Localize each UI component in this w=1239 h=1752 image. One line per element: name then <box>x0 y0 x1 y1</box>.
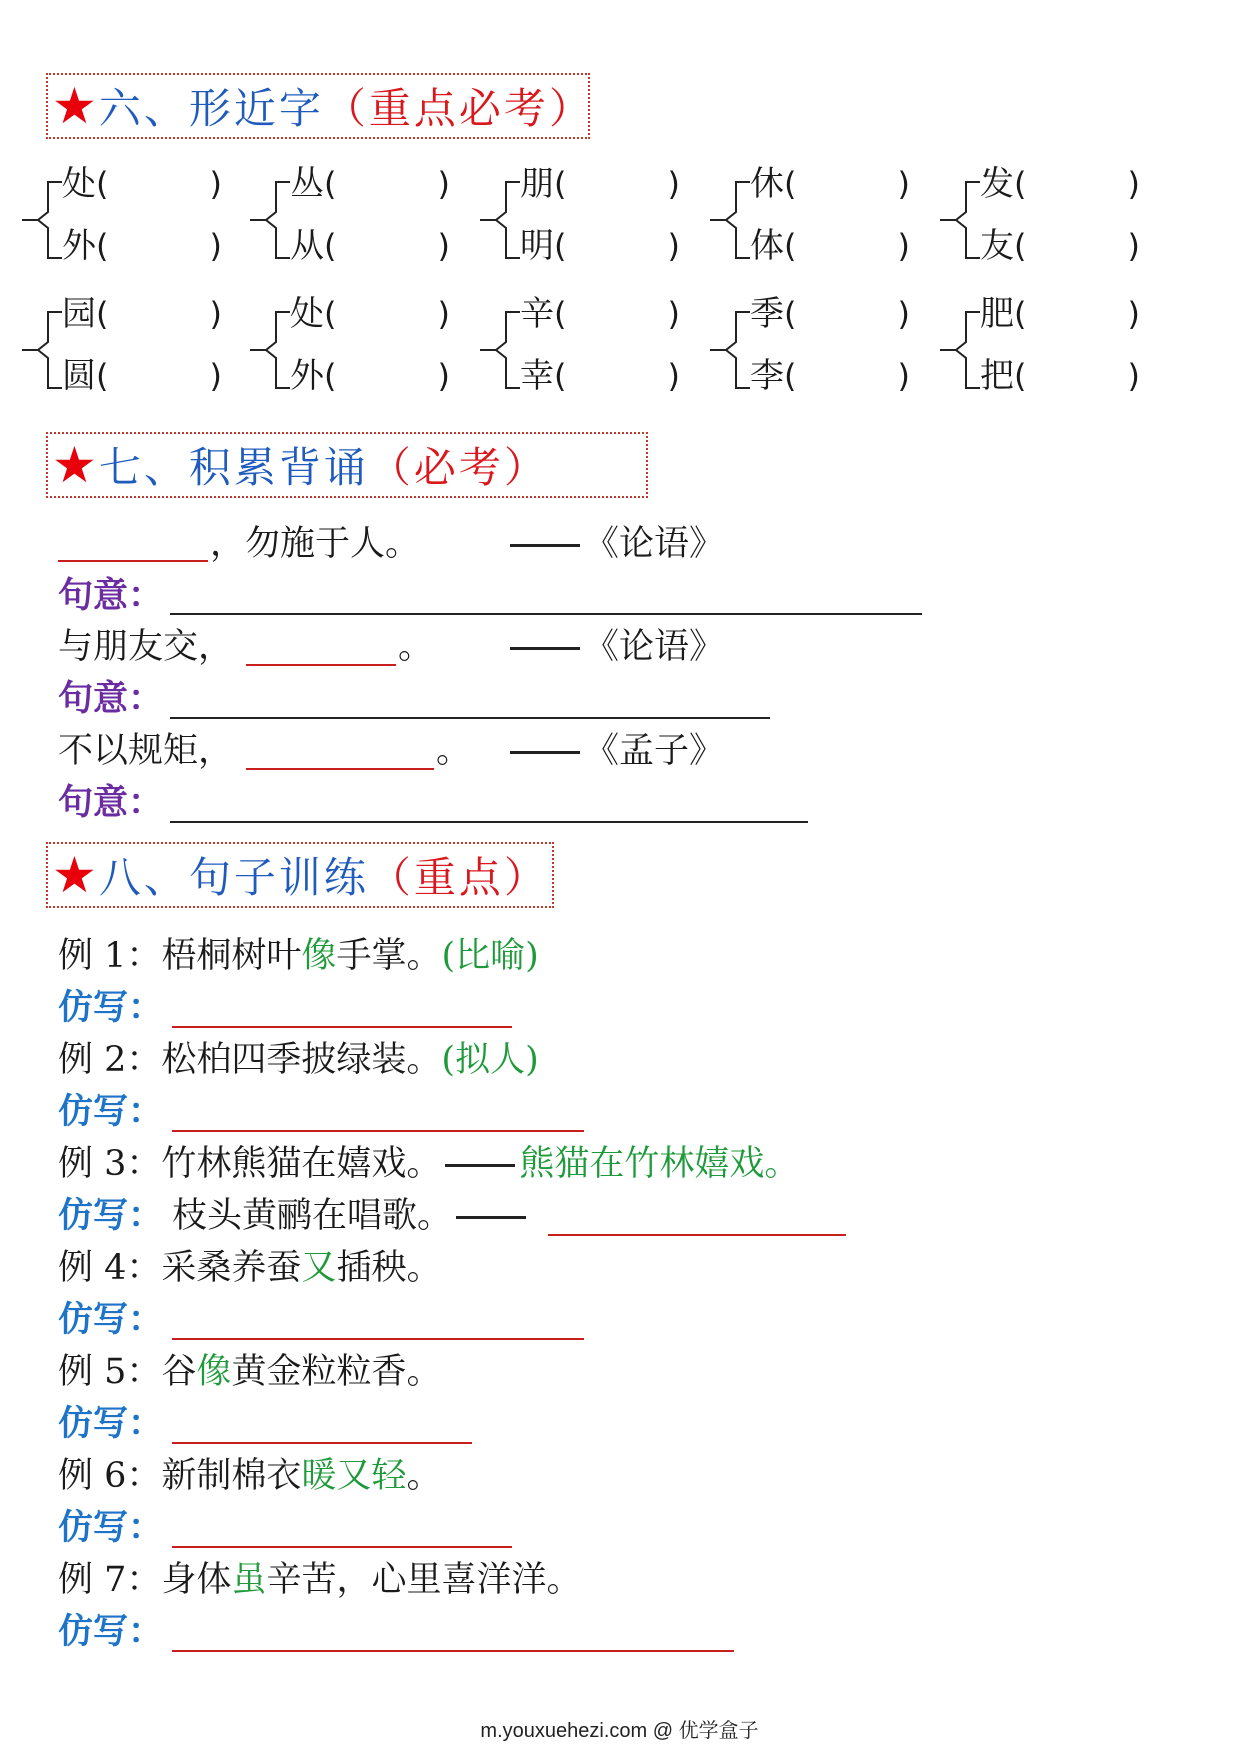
char-row-bottom[interactable] <box>520 224 680 268</box>
char-pair <box>478 160 678 280</box>
meaning-label-3: 句意： <box>58 782 164 823</box>
example-line-4 <box>58 1244 441 1292</box>
char-row-bottom[interactable] <box>750 354 910 398</box>
example-text: 手掌。 <box>336 936 442 976</box>
section6-tag: （重点必考） <box>323 84 594 133</box>
recite-source-3 <box>506 727 724 775</box>
close-paren: ) <box>897 357 910 395</box>
meaning-label-2: 句意： <box>58 678 164 719</box>
example-label: 例 7： <box>58 1560 162 1600</box>
imitate-label-2: 仿写： <box>58 1091 164 1132</box>
char-row-bottom[interactable] <box>62 354 222 398</box>
footer-credit: m.youxuehezi.com @ 优学盒子 <box>480 1720 759 1742</box>
close-paren: ) <box>1127 165 1140 203</box>
open-paren: ( <box>784 165 797 203</box>
imitate-blank-4[interactable] <box>172 1338 584 1340</box>
imitate-blank-2[interactable] <box>172 1130 584 1132</box>
char-row-top[interactable] <box>750 162 910 206</box>
char-top: 辛 <box>520 294 554 334</box>
close-paren: ) <box>437 227 450 265</box>
dash-line <box>445 1164 515 1167</box>
section8-title: 八、句子训练 <box>98 853 369 902</box>
char-row-bottom[interactable] <box>750 224 910 268</box>
close-paren: ) <box>897 165 910 203</box>
close-paren: ) <box>897 227 910 265</box>
char-row-top[interactable] <box>520 162 680 206</box>
dash-line <box>456 1216 526 1219</box>
char-bottom: 体 <box>750 226 784 266</box>
imitate-label-3: 仿写： <box>58 1195 164 1236</box>
example-line-6 <box>58 1452 441 1500</box>
recite-text: ，勿施于人。 <box>210 524 421 564</box>
close-paren: ) <box>667 165 680 203</box>
example-text: 黄金粒粒香。 <box>231 1352 442 1392</box>
section8-tag: （重点） <box>368 853 549 902</box>
section7-title: 七、积累背诵 <box>98 443 369 492</box>
example-label: 例 6： <box>58 1456 162 1496</box>
example-text: 身体 <box>161 1560 232 1600</box>
char-top: 朋 <box>520 164 554 204</box>
example-label: 例 4： <box>58 1248 162 1288</box>
open-paren: ( <box>324 227 337 265</box>
example-text: 暖又轻 <box>301 1456 407 1496</box>
char-bottom: 友 <box>980 226 1014 266</box>
example-label: 例 2： <box>58 1040 162 1080</box>
recite-source-1 <box>506 520 724 568</box>
char-bottom: 圆 <box>62 356 96 396</box>
brace-icon <box>478 160 522 280</box>
example-text: 辛苦，心里喜洋洋。 <box>266 1560 582 1600</box>
example-text: 新制棉衣 <box>161 1456 302 1496</box>
char-row-top[interactable] <box>62 292 222 336</box>
char-row-bottom[interactable] <box>62 224 222 268</box>
source-text: 《论语》 <box>584 524 725 564</box>
brace-icon <box>938 160 982 280</box>
char-row-bottom[interactable] <box>980 354 1140 398</box>
open-paren: ( <box>96 227 109 265</box>
example-text: 松柏四季披绿装。 <box>161 1040 442 1080</box>
char-top: 处 <box>290 294 324 334</box>
open-paren: ( <box>1014 357 1027 395</box>
recite-blank-3[interactable] <box>246 768 434 770</box>
example-text: 插秧。 <box>336 1248 442 1288</box>
brace-icon <box>20 290 64 410</box>
char-bottom: 外 <box>290 356 324 396</box>
example-line-3 <box>58 1140 799 1188</box>
recite-text: 不以规矩， <box>58 731 234 771</box>
char-row-bottom[interactable] <box>980 224 1140 268</box>
char-bottom: 把 <box>980 356 1014 396</box>
section6-title: 六、形近字 <box>98 84 324 133</box>
star-icon: ★ <box>52 846 97 904</box>
char-row-top[interactable] <box>980 292 1140 336</box>
recite-end-3: 。 <box>436 731 472 771</box>
imitate-blank-6[interactable] <box>172 1546 512 1548</box>
dash-line <box>510 544 580 547</box>
imitate-label-6: 仿写： <box>58 1507 164 1548</box>
example-text: 竹林熊猫在嬉戏。 <box>161 1144 442 1184</box>
char-row-bottom[interactable] <box>290 224 450 268</box>
imitate-blank-3[interactable] <box>548 1234 846 1236</box>
star-icon: ★ <box>52 436 97 494</box>
recite-line-3 <box>58 727 233 775</box>
source-text: 《孟子》 <box>584 731 725 771</box>
example-label: 例 5： <box>58 1352 162 1392</box>
open-paren: ( <box>96 357 109 395</box>
char-top: 肥 <box>980 294 1014 334</box>
open-paren: ( <box>784 227 797 265</box>
example-text: 。 <box>406 1456 442 1496</box>
example-line-7 <box>58 1556 581 1604</box>
example-line-5 <box>58 1348 441 1396</box>
example-label: 例 1： <box>58 936 162 976</box>
open-paren: ( <box>554 227 567 265</box>
example-label: 例 3： <box>58 1144 162 1184</box>
section7-header <box>46 432 648 498</box>
recite-end-2: 。 <box>398 627 434 667</box>
close-paren: ) <box>437 295 450 333</box>
example-text: 采桑养蚕 <box>161 1248 302 1288</box>
char-row-top[interactable] <box>980 162 1140 206</box>
star-icon: ★ <box>52 77 97 135</box>
brace-icon <box>708 160 752 280</box>
example-line-2 <box>58 1036 539 1084</box>
imitate-blank-7[interactable] <box>172 1650 734 1652</box>
char-pair <box>938 290 1138 410</box>
char-pair <box>248 160 448 280</box>
open-paren: ( <box>96 295 109 333</box>
open-paren: ( <box>324 165 337 203</box>
char-pair <box>708 160 908 280</box>
open-paren: ( <box>554 295 567 333</box>
example-text: (比喻) <box>441 936 539 976</box>
source-text: 《论语》 <box>584 627 725 667</box>
brace-icon <box>248 160 292 280</box>
imitate-blank-5[interactable] <box>172 1442 472 1444</box>
close-paren: ) <box>667 227 680 265</box>
close-paren: ) <box>209 295 222 333</box>
brace-icon <box>20 160 64 280</box>
close-paren: ) <box>209 227 222 265</box>
open-paren: ( <box>324 357 337 395</box>
example-answer: 熊猫在竹林嬉戏。 <box>519 1144 800 1184</box>
open-paren: ( <box>1014 227 1027 265</box>
recite-blank-2[interactable] <box>246 664 396 666</box>
imitate-label-7: 仿写： <box>58 1611 164 1652</box>
dash-line <box>510 647 580 650</box>
close-paren: ) <box>209 357 222 395</box>
meaning-blank-3[interactable] <box>170 821 808 823</box>
example-text: 梧桐树叶 <box>161 936 302 976</box>
char-pair <box>938 160 1138 280</box>
open-paren: ( <box>784 295 797 333</box>
section6-header <box>46 73 594 139</box>
close-paren: ) <box>1127 295 1140 333</box>
imitate-label-4: 仿写： <box>58 1299 164 1340</box>
meaning-blank-2[interactable] <box>170 717 770 719</box>
char-bottom: 从 <box>290 226 324 266</box>
recite-source-2 <box>506 623 724 671</box>
close-paren: ) <box>1127 357 1140 395</box>
char-pair <box>708 290 908 410</box>
char-top: 园 <box>62 294 96 334</box>
example-text: 又 <box>301 1248 337 1288</box>
recite-text: 与朋友交， <box>58 627 234 667</box>
dash-line <box>510 751 580 754</box>
char-bottom: 外 <box>62 226 96 266</box>
example-line-1 <box>58 932 539 980</box>
char-row-top[interactable] <box>290 292 450 336</box>
example-text: (拟人) <box>441 1040 539 1080</box>
close-paren: ) <box>437 357 450 395</box>
meaning-label-1: 句意： <box>58 575 164 616</box>
char-top: 处 <box>62 164 96 204</box>
open-paren: ( <box>324 295 337 333</box>
imitate-label-5: 仿写： <box>58 1403 164 1444</box>
recite-line-2 <box>58 623 233 671</box>
char-top: 季 <box>750 294 784 334</box>
recite-blank-1[interactable] <box>58 560 208 562</box>
char-row-top[interactable] <box>750 292 910 336</box>
section8-header <box>46 842 554 908</box>
open-paren: ( <box>1014 295 1027 333</box>
close-paren: ) <box>667 357 680 395</box>
char-bottom: 明 <box>520 226 554 266</box>
example-text: 谷 <box>161 1352 197 1392</box>
example-text: 虽 <box>231 1560 267 1600</box>
close-paren: ) <box>897 295 910 333</box>
char-bottom: 幸 <box>520 356 554 396</box>
recite-line-1 <box>210 520 420 568</box>
char-row-bottom[interactable] <box>520 354 680 398</box>
brace-icon <box>938 290 982 410</box>
open-paren: ( <box>554 165 567 203</box>
open-paren: ( <box>784 357 797 395</box>
char-pair <box>478 290 678 410</box>
char-top: 发 <box>980 164 1014 204</box>
section7-tag: （必考） <box>368 443 549 492</box>
brace-icon <box>708 290 752 410</box>
imitate-label-1: 仿写： <box>58 987 164 1028</box>
close-paren: ) <box>437 165 450 203</box>
char-row-top[interactable] <box>290 162 450 206</box>
char-top: 丛 <box>290 164 324 204</box>
brace-icon <box>478 290 522 410</box>
char-pair <box>20 290 220 410</box>
char-row-top[interactable] <box>520 292 680 336</box>
imitate-prompt-3 <box>172 1192 530 1240</box>
imitate-text: 枝头黄鹂在唱歌。 <box>172 1196 453 1236</box>
close-paren: ) <box>1127 227 1140 265</box>
char-top: 休 <box>750 164 784 204</box>
open-paren: ( <box>96 165 109 203</box>
char-pair <box>248 290 448 410</box>
char-row-bottom[interactable] <box>290 354 450 398</box>
example-text: 像 <box>301 936 337 976</box>
brace-icon <box>248 290 292 410</box>
close-paren: ) <box>667 295 680 333</box>
example-text: 像 <box>196 1352 232 1392</box>
char-row-top[interactable] <box>62 162 222 206</box>
close-paren: ) <box>209 165 222 203</box>
open-paren: ( <box>554 357 567 395</box>
open-paren: ( <box>1014 165 1027 203</box>
char-pair <box>20 160 220 280</box>
imitate-blank-1[interactable] <box>172 1026 512 1028</box>
char-bottom: 李 <box>750 356 784 396</box>
meaning-blank-1[interactable] <box>170 613 922 615</box>
